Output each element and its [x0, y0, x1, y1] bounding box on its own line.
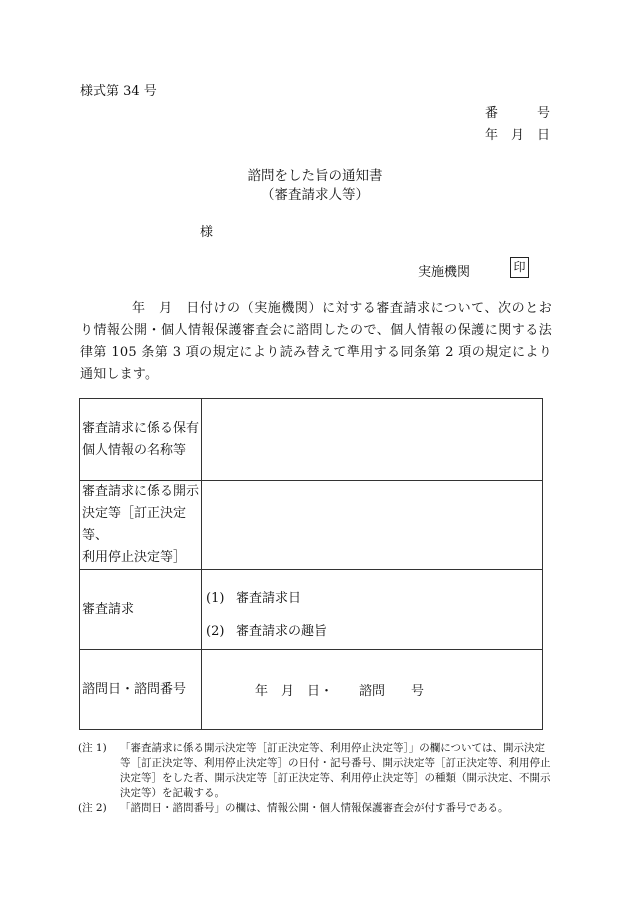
body-paragraph: 年 月 日付けの（実施機関）に対する審査請求について、次のとおり情報公開・個人情報保護審査会に諮問したので、個人情報の保護に関する法律第 105 条第 3 項の規定により読み替えて準用する同条第 2 項の規定により通知します。 — [80, 301, 552, 382]
row-label-inquiry-date-number: 諮問日・諮問番号 — [80, 650, 202, 730]
request-date-item — [206, 587, 542, 606]
item-text: 審査請求日 — [236, 590, 302, 606]
label-line: 個人情報の名称等 — [82, 442, 187, 458]
item-text: 審査請求の趣旨 — [236, 623, 328, 639]
item-number: (1) — [206, 590, 225, 606]
row-label-retained-info — [80, 399, 202, 481]
document-date-line: 年 月 日 — [484, 128, 550, 143]
table-row — [80, 399, 543, 481]
note-text: 「審査請求に係る開示決定等［訂正決定等、利用停止決定等］」の欄については、開示決定等［訂正決定等、利用停止決定等］の日付・記号番号、開示決定等［訂正決定等、利用停止決定等］をした者、開示決定等［訂正決定等、利用停止決定等］の種類（開示決定、不開示決定等）を記載する。 — [120, 742, 551, 799]
addressee-suffix: 様 — [200, 225, 214, 240]
notes — [78, 741, 554, 816]
row-value-retained-info — [202, 399, 543, 481]
details-table — [79, 398, 543, 730]
document-number-line: 番 号 — [484, 106, 550, 121]
row-label-request: 審査請求 — [80, 570, 202, 650]
note-mark: (注 1) — [78, 742, 107, 754]
note-mark: (注 2) — [78, 802, 107, 814]
note-1 — [78, 741, 554, 801]
row-value-disclosure-decision — [202, 481, 543, 570]
label-line: 決定等［訂正決定等、 — [82, 506, 187, 543]
document-title: 諮問をした旨の通知書 — [247, 168, 383, 184]
seal-mark: 印 — [510, 257, 529, 278]
request-purpose-item — [206, 620, 542, 639]
label-line: 利用停止決定等］ — [82, 550, 187, 565]
document-subtitle: （審査請求人等） — [261, 187, 369, 203]
row-value-inquiry-date-number: 年 月 日・ 諮問 号 — [202, 650, 543, 730]
note-2 — [78, 801, 554, 816]
table-row — [80, 570, 543, 650]
label-line: 審査請求に係る開示 — [82, 484, 200, 499]
label-line: 審査請求に係る保有 — [82, 420, 200, 436]
note-text: 「諮問日・諮問番号」の欄は、情報公開・個人情報保護審査会が付す番号である。 — [120, 802, 509, 814]
table-row — [80, 481, 543, 570]
row-label-disclosure-decision — [80, 481, 202, 570]
form-number: 様式第 34 号 — [80, 84, 157, 99]
table-row — [80, 650, 543, 730]
item-number: (2) — [206, 623, 225, 639]
row-value-request — [202, 570, 543, 650]
sender-agency: 実施機関 — [418, 265, 471, 280]
